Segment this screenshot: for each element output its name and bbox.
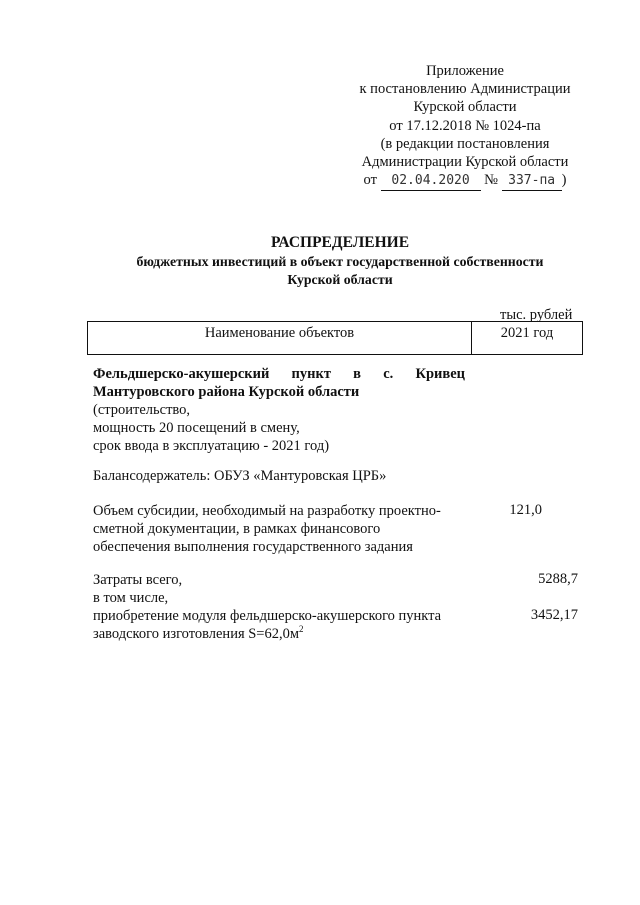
amendment-date: 02.04.2020 (381, 172, 481, 191)
column-header-year: 2021 год (500, 325, 554, 341)
subsidy-value: 121,0 (509, 502, 542, 518)
subsidy-line-1: Объем субсидии, необходимый на разработку проектно- (93, 503, 441, 519)
appendix-line: от 17.12.2018 № 1024-па (389, 117, 541, 134)
object-detail-3: срок ввода в эксплуатацию - 2021 год) (93, 438, 330, 454)
document-subtitle-1: бюджетных инвестиций в объект государственной собственности (136, 254, 544, 269)
appendix-line: Приложение (426, 63, 504, 79)
amendment-date-line (340, 171, 590, 191)
module-line-2 (93, 625, 304, 643)
subsidy-line-3: обеспечения выполнения государственного задания (93, 539, 413, 555)
appendix-block (340, 62, 590, 191)
balance-holder: Балансодержатель: ОБУЗ «Мантуровская ЦРБ» (93, 468, 387, 484)
costs-total-value: 5288,7 (538, 571, 578, 587)
object-name-line-1: Фельдшерско-акушерский пункт в с. Кривец (93, 366, 465, 382)
object-detail-1: (строительство, (93, 402, 191, 418)
subsidy-line-2: сметной документации, в рамках финансового (93, 521, 381, 537)
costs-including: в том числе, (93, 590, 169, 606)
number-label: № (484, 172, 499, 189)
unit-label: тыс. рублей (500, 307, 573, 323)
appendix-line: Курской области (413, 99, 517, 116)
module-line-1: приобретение модуля фельдшерско-акушерского пункта (93, 608, 442, 624)
amendment-number: 337-па (502, 172, 562, 191)
module-value: 3452,17 (530, 607, 578, 623)
from-label: от (363, 172, 377, 189)
module-line-2-text: заводского изготовления S=62,0м (93, 626, 300, 642)
appendix-line: к постановлению Администрации (359, 81, 571, 98)
object-name-line-2: Мантуровского района Курской области (93, 384, 360, 400)
document-title: РАСПРЕДЕЛЕНИЕ (270, 234, 410, 251)
closing-paren: ) (561, 172, 567, 189)
appendix-line: (в редакции постановления (380, 135, 550, 152)
appendix-line: Администрации Курской области (361, 154, 569, 171)
document-subtitle-2: Курской области (287, 272, 393, 287)
table-header (87, 321, 583, 355)
costs-total-label: Затраты всего, (93, 572, 183, 588)
object-detail-2: мощность 20 посещений в смену, (93, 420, 300, 436)
column-header-name: Наименование объектов (204, 325, 355, 341)
square-superscript: 2 (299, 624, 304, 635)
